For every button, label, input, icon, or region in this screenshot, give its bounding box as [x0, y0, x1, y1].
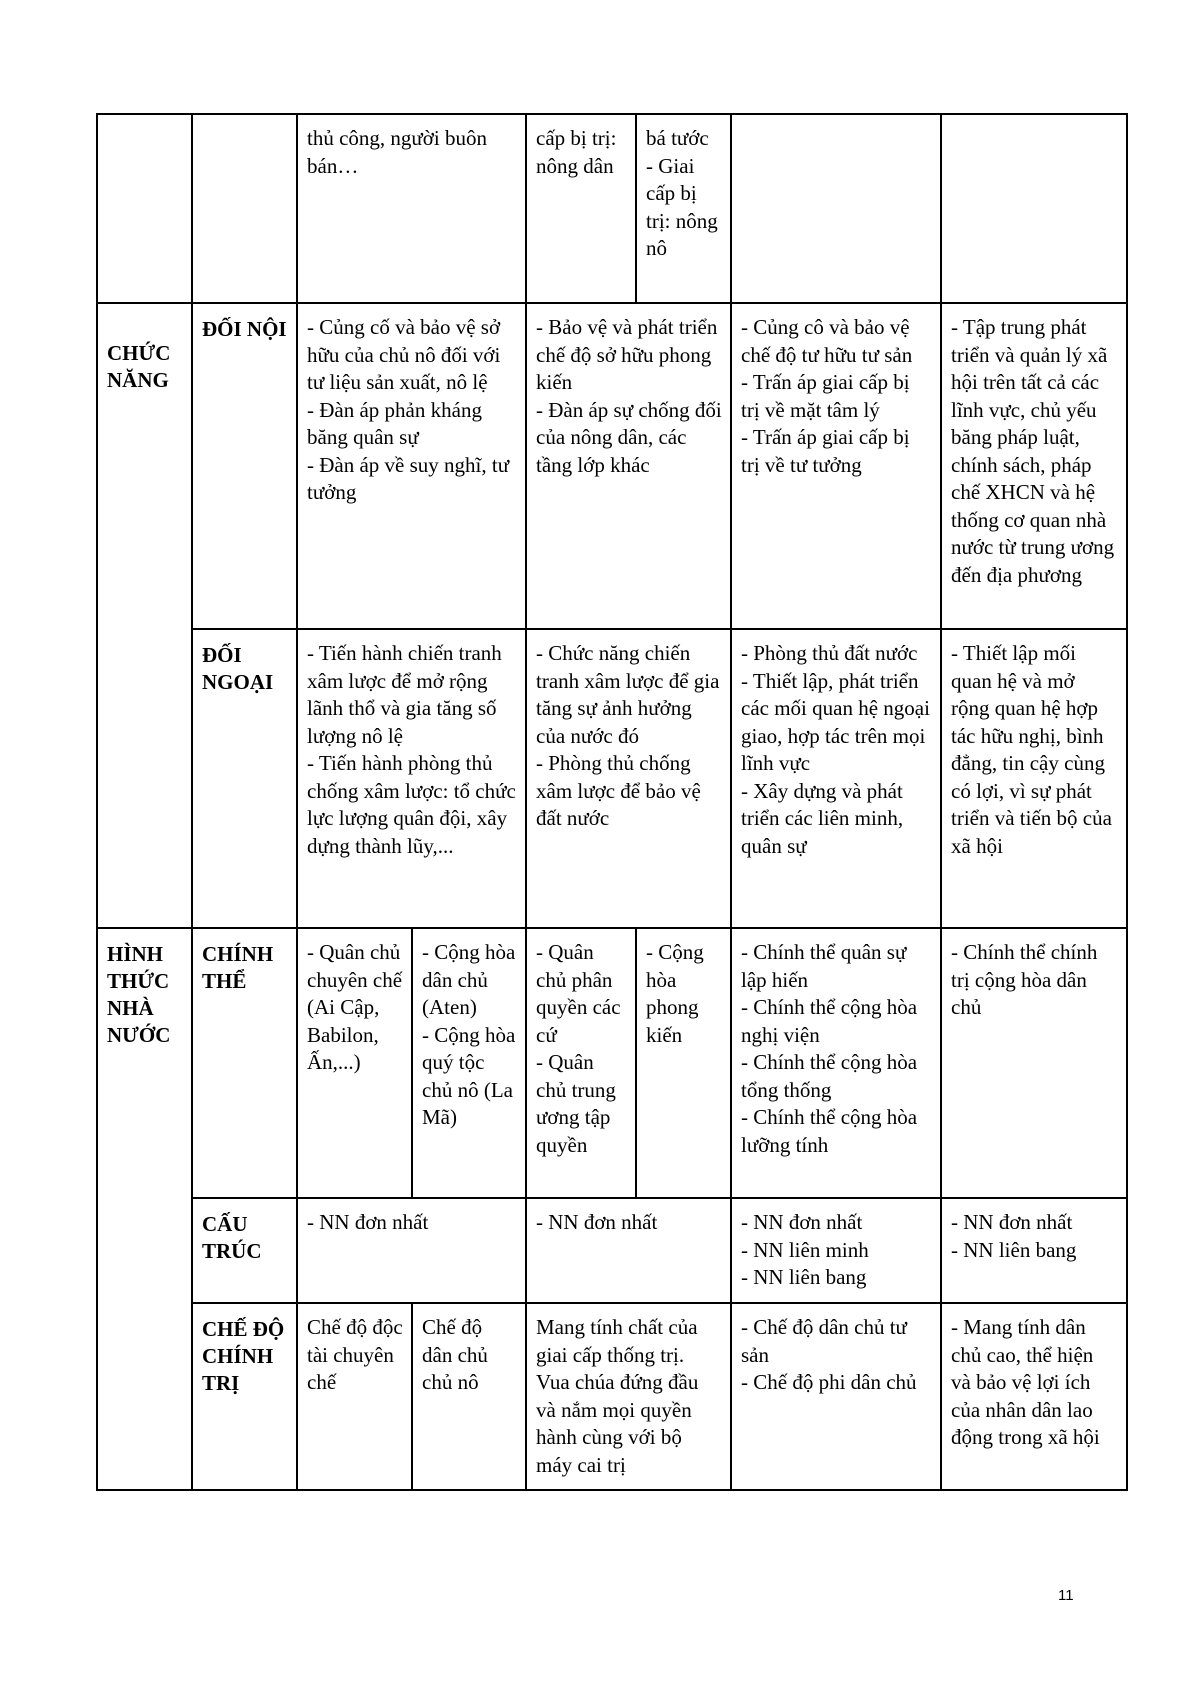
- group-label-hinh-thuc: HÌNH THỨC NHÀ NƯỚC: [97, 928, 192, 1490]
- cell-che-do-chu-no-a: Chế độ độc tài chuyên chế: [297, 1303, 412, 1490]
- cell-che-do-tu-san: - Chế độ dân chủ tư sản - Chế độ phi dân chủ: [731, 1303, 941, 1490]
- cell-chinh-the-chu-no-b: - Cộng hòa dân chủ (Aten) - Cộng hòa quý tộc chủ nô (La Mã): [412, 928, 526, 1198]
- table-row: [97, 114, 1127, 303]
- table-row: [97, 1198, 1127, 1303]
- row-label-doi-noi: ĐỐI NỘI: [192, 303, 297, 629]
- cell-chinh-the-phong-kien-a: - Quân chủ phân quyền các cứ - Quân chủ trung ương tập quyền: [526, 928, 636, 1198]
- empty-cell: [731, 114, 941, 303]
- cell-che-do-xhcn: - Mang tính dân chủ cao, thể hiện và bảo vệ lợi ích của nhân dân lao động trong xã hội: [941, 1303, 1127, 1490]
- cell-cau-truc-phong-kien: - NN đơn nhất: [526, 1198, 731, 1303]
- cell-class-chu-no: thủ công, người buôn bán…: [297, 114, 526, 303]
- cell-chinh-the-xhcn: - Chính thể chính trị cộng hòa dân chủ: [941, 928, 1127, 1198]
- cell-chinh-the-phong-kien-b: - Cộng hòa phong kiến: [636, 928, 731, 1198]
- row-label-che-do: CHẾ ĐỘ CHÍNH TRỊ: [192, 1303, 297, 1490]
- empty-cell: [97, 114, 192, 303]
- cell-chinh-the-tu-san: - Chính thể quân sự lập hiến - Chính thể cộng hòa nghị viện - Chính thể cộng hòa tổng thống - Chính thể cộng hòa lưỡng tính: [731, 928, 941, 1198]
- row-label-doi-ngoai: ĐỐI NGOẠI: [192, 629, 297, 928]
- cell-doi-noi-xhcn: - Tập trung phát triển và quản lý xã hội trên tất cả các lĩnh vực, chủ yếu băng pháp luật, chính sách, pháp chế XHCN và hệ thống cơ quan nhà nước từ trung ương đến địa phương: [941, 303, 1127, 629]
- cell-doi-noi-chu-no: - Củng cố và bảo vệ sở hữu của chủ nô đối với tư liệu sản xuất, nô lệ - Đàn áp phản kháng băng quân sự - Đàn áp về suy nghĩ, tư tưởng: [297, 303, 526, 629]
- table-row: [97, 303, 1127, 629]
- cell-doi-ngoai-xhcn: - Thiết lập mối quan hệ và mở rộng quan hệ hợp tác hữu nghị, bình đẳng, tin cậy cùng có lợi, vì sự phát triển và tiến bộ của xã hội: [941, 629, 1127, 928]
- comparison-table: [96, 113, 1128, 1491]
- cell-class-phong-kien-b: bá tước - Giai cấp bị trị: nông nô: [636, 114, 731, 303]
- cell-che-do-phong-kien: Mang tính chất của giai cấp thống trị. Vua chúa đứng đầu và nắm mọi quyền hành cùng với bộ máy cai trị: [526, 1303, 731, 1490]
- cell-cau-truc-tu-san: - NN đơn nhất - NN liên minh - NN liên bang: [731, 1198, 941, 1303]
- page-number: 11: [1058, 1587, 1074, 1604]
- cell-doi-noi-phong-kien: - Bảo vệ và phát triển chế độ sở hữu phong kiến - Đàn áp sự chống đối của nông dân, các tầng lớp khác: [526, 303, 731, 629]
- cell-cau-truc-xhcn: - NN đơn nhất - NN liên bang: [941, 1198, 1127, 1303]
- row-label-cau-truc: CẤU TRÚC: [192, 1198, 297, 1303]
- empty-cell: [941, 114, 1127, 303]
- empty-cell: [192, 114, 297, 303]
- cell-doi-ngoai-phong-kien: - Chức năng chiến tranh xâm lược để gia tăng sự ảnh hưởng của nước đó - Phòng thủ chống xâm lược để bảo vệ đất nước: [526, 629, 731, 928]
- cell-che-do-chu-no-b: Chế độ dân chủ chủ nô: [412, 1303, 526, 1490]
- row-label-chinh-the: CHÍNH THỂ: [192, 928, 297, 1198]
- cell-chinh-the-chu-no-a: - Quân chủ chuyên chế (Ai Cập, Babilon, Ấn,...): [297, 928, 412, 1198]
- table-row: [97, 629, 1127, 928]
- cell-doi-ngoai-chu-no: - Tiến hành chiến tranh xâm lược để mở rộng lãnh thổ và gia tăng số lượng nô lệ - Tiến hành phòng thủ chống xâm lược: tổ chức lực lượng quân đội, xây dựng thành lũy,...: [297, 629, 526, 928]
- cell-cau-truc-chu-no: - NN đơn nhất: [297, 1198, 526, 1303]
- cell-doi-noi-tu-san: - Củng cô và bảo vệ chế độ tư hữu tư sản - Trấn áp giai cấp bị trị về mặt tâm lý - Trấn áp giai cấp bị trị về tư tưởng: [731, 303, 941, 629]
- group-label-chuc-nang: CHỨC NĂNG: [97, 303, 192, 928]
- table-row: [97, 1303, 1127, 1490]
- table-row: [97, 928, 1127, 1198]
- cell-class-phong-kien-a: cấp bị trị: nông dân: [526, 114, 636, 303]
- cell-doi-ngoai-tu-san: - Phòng thủ đất nước - Thiết lập, phát triển các mối quan hệ ngoại giao, hợp tác trên mọi lĩnh vực - Xây dựng và phát triển các liên minh, quân sự: [731, 629, 941, 928]
